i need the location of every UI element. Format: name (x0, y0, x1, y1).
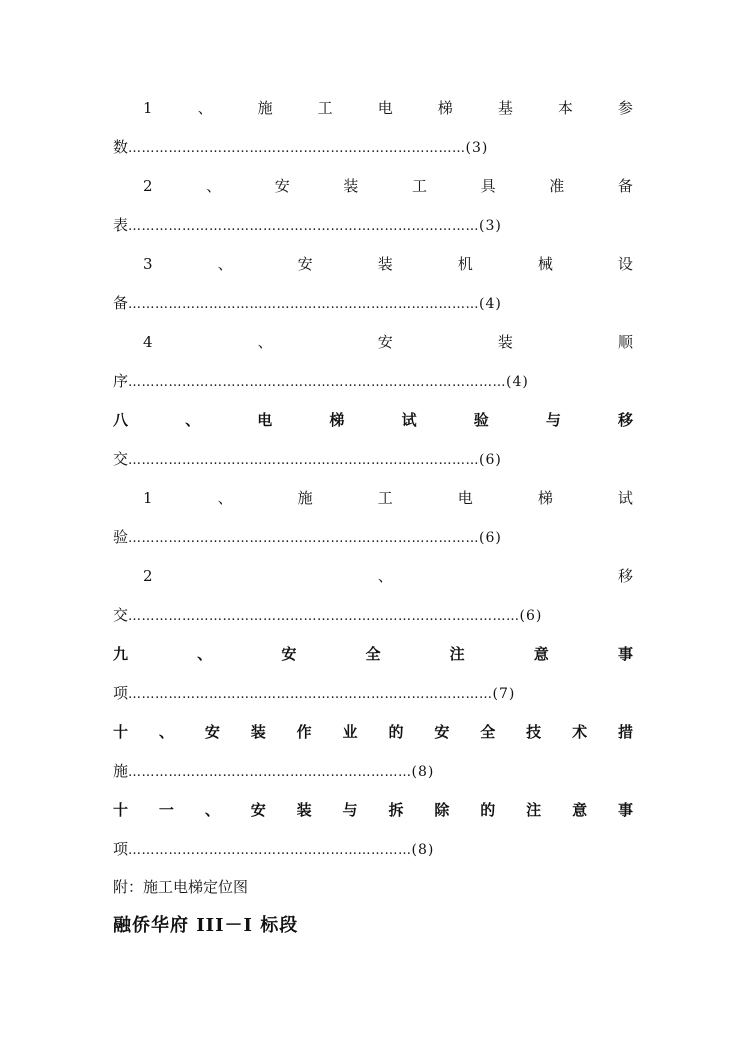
toc-page-number: (3) (465, 140, 489, 156)
toc-page-number: (8) (411, 764, 435, 780)
toc-char: 设 (617, 255, 633, 273)
toc-entry-leader (113, 683, 515, 705)
toc-char: 、 (217, 489, 233, 507)
toc-char: 安 (250, 801, 266, 819)
toc-dots: …………………………………………………………………… (128, 297, 480, 312)
toc-entry-leader (113, 215, 502, 237)
toc-char: 3 (143, 255, 153, 273)
toc-char: 基 (497, 99, 513, 117)
toc-char: 安 (274, 177, 290, 195)
toc-char: 十 (113, 801, 129, 819)
toc-dots: ……………………………………………………………………… (128, 687, 493, 702)
toc-dots: …………………………………………………………………………… (128, 609, 520, 624)
toc-char: 装 (377, 255, 393, 273)
toc-char: 梯 (329, 411, 345, 429)
toc-char: 全 (480, 723, 496, 741)
toc-char: 、 (197, 99, 213, 117)
toc-char: 安 (297, 255, 313, 273)
toc-dots: ……………………………………………………… (128, 765, 412, 780)
toc-char: 措 (617, 723, 633, 741)
toc-char: 装 (250, 723, 266, 741)
toc-char: 参 (617, 99, 633, 117)
project-title: 融侨华府 III－I 标段 (113, 915, 299, 936)
toc-char: 全 (365, 645, 381, 663)
toc-char: 1 (143, 99, 153, 117)
toc-cont-char: 验 (113, 528, 129, 546)
toc-entry-heading (113, 800, 633, 820)
toc-char: 2 (143, 567, 153, 585)
toc-entry-leader (113, 761, 434, 783)
toc-char: 除 (434, 801, 450, 819)
toc-entry-heading (143, 254, 633, 274)
toc-entry-heading (143, 98, 633, 118)
toc-entry-leader (113, 605, 542, 627)
toc-char: 顺 (617, 333, 633, 351)
toc-entry-leader (113, 137, 488, 159)
toc-cont-char: 表 (113, 216, 129, 234)
toc-char: 九 (113, 645, 129, 663)
appendix-line: 附：施工电梯定位图 (113, 878, 249, 896)
toc-char: 作 (296, 723, 312, 741)
toc-entry-leader (113, 293, 502, 315)
toc-char: 移 (617, 411, 633, 429)
toc-char: 电 (257, 411, 273, 429)
toc-char: 、 (204, 801, 220, 819)
toc-page-number: (3) (479, 218, 502, 234)
toc-page-number: (4) (479, 296, 502, 312)
toc-entry-heading (143, 176, 633, 196)
toc-dots: ………………………………………………………………………… (128, 375, 507, 390)
toc-char: 、 (185, 411, 201, 429)
toc-entry-heading (143, 332, 633, 352)
toc-entry-heading (143, 488, 633, 508)
toc-char: 施 (297, 489, 313, 507)
toc-dots: ……………………………………………………… (128, 843, 412, 858)
toc-entry-heading (113, 644, 633, 664)
toc-char: 具 (480, 177, 496, 195)
toc-char: 安 (434, 723, 450, 741)
toc-char: 意 (572, 801, 588, 819)
toc-char: 4 (143, 333, 153, 351)
toc-char: 梯 (437, 99, 453, 117)
toc-cont-char: 序 (113, 372, 129, 390)
toc-dots: …………………………………………………………………… (128, 531, 480, 546)
toc-page-number: (6) (519, 608, 543, 624)
toc-char: 技 (526, 723, 542, 741)
toc-char: 械 (537, 255, 553, 273)
toc-dots: ………………………………………………………………… (128, 141, 466, 156)
toc-char: 备 (617, 177, 633, 195)
toc-char: 事 (617, 645, 633, 663)
toc-char: 一 (158, 801, 174, 819)
toc-entry-heading (143, 566, 633, 586)
toc-entry-heading (113, 410, 633, 430)
toc-char: 本 (557, 99, 573, 117)
toc-char: 试 (401, 411, 417, 429)
toc-entry-leader (113, 449, 502, 471)
toc-char: 、 (197, 645, 213, 663)
toc-char: 工 (317, 99, 333, 117)
toc-char: 机 (457, 255, 473, 273)
toc-char: 、 (377, 567, 393, 585)
toc-char: 移 (617, 567, 633, 585)
toc-char: 装 (497, 333, 513, 351)
toc-char: 验 (473, 411, 489, 429)
toc-char: 安 (204, 723, 220, 741)
toc-char: 1 (143, 489, 153, 507)
toc-page-number: (6) (479, 530, 502, 546)
toc-char: 拆 (388, 801, 404, 819)
toc-char: 的 (388, 723, 404, 741)
toc-cont-char: 项 (113, 684, 129, 702)
toc-char: 安 (281, 645, 297, 663)
toc-char: 与 (545, 411, 561, 429)
toc-char: 、 (206, 177, 222, 195)
toc-char: 准 (549, 177, 565, 195)
toc-page-number: (8) (411, 842, 435, 858)
toc-char: 注 (449, 645, 465, 663)
toc-char: 电 (377, 99, 393, 117)
toc-entry-heading (113, 722, 633, 742)
toc-char: 与 (342, 801, 358, 819)
toc-cont-char: 施 (113, 762, 129, 780)
toc-char: 术 (572, 723, 588, 741)
toc-char: 十 (113, 723, 129, 741)
toc-char: 2 (143, 177, 153, 195)
toc-char: 的 (480, 801, 496, 819)
toc-entry-leader (113, 371, 529, 393)
toc-cont-char: 备 (113, 294, 129, 312)
toc-cont-char: 项 (113, 840, 129, 858)
toc-cont-char: 数 (113, 138, 129, 156)
toc-entry-leader (113, 527, 502, 549)
toc-char: 意 (533, 645, 549, 663)
toc-char: 施 (257, 99, 273, 117)
toc-entry-leader (113, 839, 434, 861)
toc-char: 工 (377, 489, 393, 507)
toc-char: 注 (526, 801, 542, 819)
toc-cont-char: 交 (113, 450, 129, 468)
toc-char: 装 (296, 801, 312, 819)
toc-char: 工 (412, 177, 428, 195)
toc-char: 事 (617, 801, 633, 819)
toc-char: 、 (257, 333, 273, 351)
toc-page-number: (4) (506, 374, 529, 390)
toc-cont-char: 交 (113, 606, 129, 624)
toc-char: 梯 (537, 489, 553, 507)
toc-page-number: (7) (492, 686, 516, 702)
toc-char: 电 (457, 489, 473, 507)
toc-char: 、 (217, 255, 233, 273)
toc-dots: …………………………………………………………………… (128, 219, 480, 234)
toc-char: 业 (342, 723, 358, 741)
toc-char: 安 (377, 333, 393, 351)
toc-page-number: (6) (479, 452, 502, 468)
toc-char: 试 (617, 489, 633, 507)
toc-dots: …………………………………………………………………… (128, 453, 480, 468)
toc-char: 、 (158, 723, 174, 741)
toc-char: 装 (343, 177, 359, 195)
toc-char: 八 (113, 411, 129, 429)
